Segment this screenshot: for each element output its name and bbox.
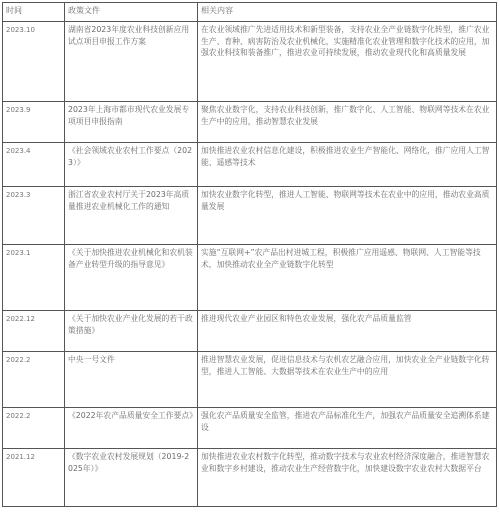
- row-related-content: 推进智慧农业发展，促进信息技术与农机农艺融合应用，加快农业全产业链数字化转型，推进人工智能、大数据等技术在农业生产中的应用: [198, 352, 497, 408]
- row-related-content: 实施“互联网+”农产品出村进城工程，积极推广应用遥感、物联网、人工智能等技术，加快推动农业全产业链数字化转型: [198, 245, 497, 311]
- row-date: 2023.4: [3, 143, 65, 187]
- row-date: 2023.1: [3, 245, 65, 311]
- row-date: 2022.12: [3, 311, 65, 352]
- table-row: [3, 102, 497, 143]
- row-related-content: 聚焦农业数字化，支持农业科技创新，推广数字化、人工智能、物联网等技术在农业生产中的应用，推动智慧农业发展: [198, 102, 497, 143]
- header-date: 时间: [3, 3, 65, 22]
- row-date: 2022.2: [3, 408, 65, 449]
- row-related-content: 加快农业数字化转型，推进人工智能、物联网等技术在农业中的应用，推动农业高质量发展: [198, 187, 497, 245]
- table-row: [3, 408, 497, 449]
- row-policy-document: 浙江省农业农村厅关于2023年高质量推进农业机械化工作的通知: [65, 187, 198, 245]
- policy-table-page: [2, 2, 496, 507]
- row-policy-document: 《关于加快推进农业机械化和农机装备产业转型升级的指导意见》: [65, 245, 198, 311]
- row-related-content: 加快推进农业农村数字化转型，推动数字技术与农业农村经济深度融合，推进智慧农业和数字乡村建设，推动农业生产经营数字化，加快建设数字农业农村大数据平台: [198, 449, 497, 507]
- row-date: 2023.3: [3, 187, 65, 245]
- row-policy-document: 《数字农业农村发展规划（2019-2025年）》: [65, 449, 198, 507]
- table-row: [3, 352, 497, 408]
- row-date: 2022.2: [3, 352, 65, 408]
- policy-table: [2, 2, 497, 507]
- row-policy-document: 中央一号文件: [65, 352, 198, 408]
- table-row: [3, 311, 497, 352]
- row-policy-document: 《2022年农产品质量安全工作要点》: [65, 408, 198, 449]
- row-policy-document: 《关于加快农业产业化发展的若干政策措施》: [65, 311, 198, 352]
- header-related-content: 相关内容: [198, 3, 497, 22]
- table-row: [3, 187, 497, 245]
- row-policy-document: 湖南省2023年度农业科技创新应用试点项目申报工作方案: [65, 22, 198, 102]
- row-date: 2023.10: [3, 22, 65, 102]
- row-related-content: 推进现代农业产业园区和特色农业发展，强化农产品质量监管: [198, 311, 497, 352]
- table-row: [3, 449, 497, 507]
- row-related-content: 强化农产品质量安全监管，推进农产品标准化生产，加强农产品质量安全追溯体系建设: [198, 408, 497, 449]
- row-date: 2021.12: [3, 449, 65, 507]
- row-date: 2023.9: [3, 102, 65, 143]
- row-policy-document: 2023年上海市都市现代农业发展专项项目申报指南: [65, 102, 198, 143]
- row-related-content: 在农业领域推广先进适用技术和新型装备，支持农业全产业链数字化转型，推广农业生产、育种、病害防治及农业机械化，实施精准化农业管理和数字化技术的应用，加强农业科技和装备推广，推进农业可持续发展，推动农业现代化和高质量发展: [198, 22, 497, 102]
- row-policy-document: 《社会领域农业农村工作要点（2023）》: [65, 143, 198, 187]
- header-policy-document: 政策文件: [65, 3, 198, 22]
- row-related-content: 加快推进农业农村信息化建设，积极推进农业生产智能化、网络化，推广应用人工智能、遥感等技术: [198, 143, 497, 187]
- table-row: [3, 143, 497, 187]
- table-row: [3, 22, 497, 102]
- table-row: [3, 245, 497, 311]
- header-row: [3, 3, 497, 22]
